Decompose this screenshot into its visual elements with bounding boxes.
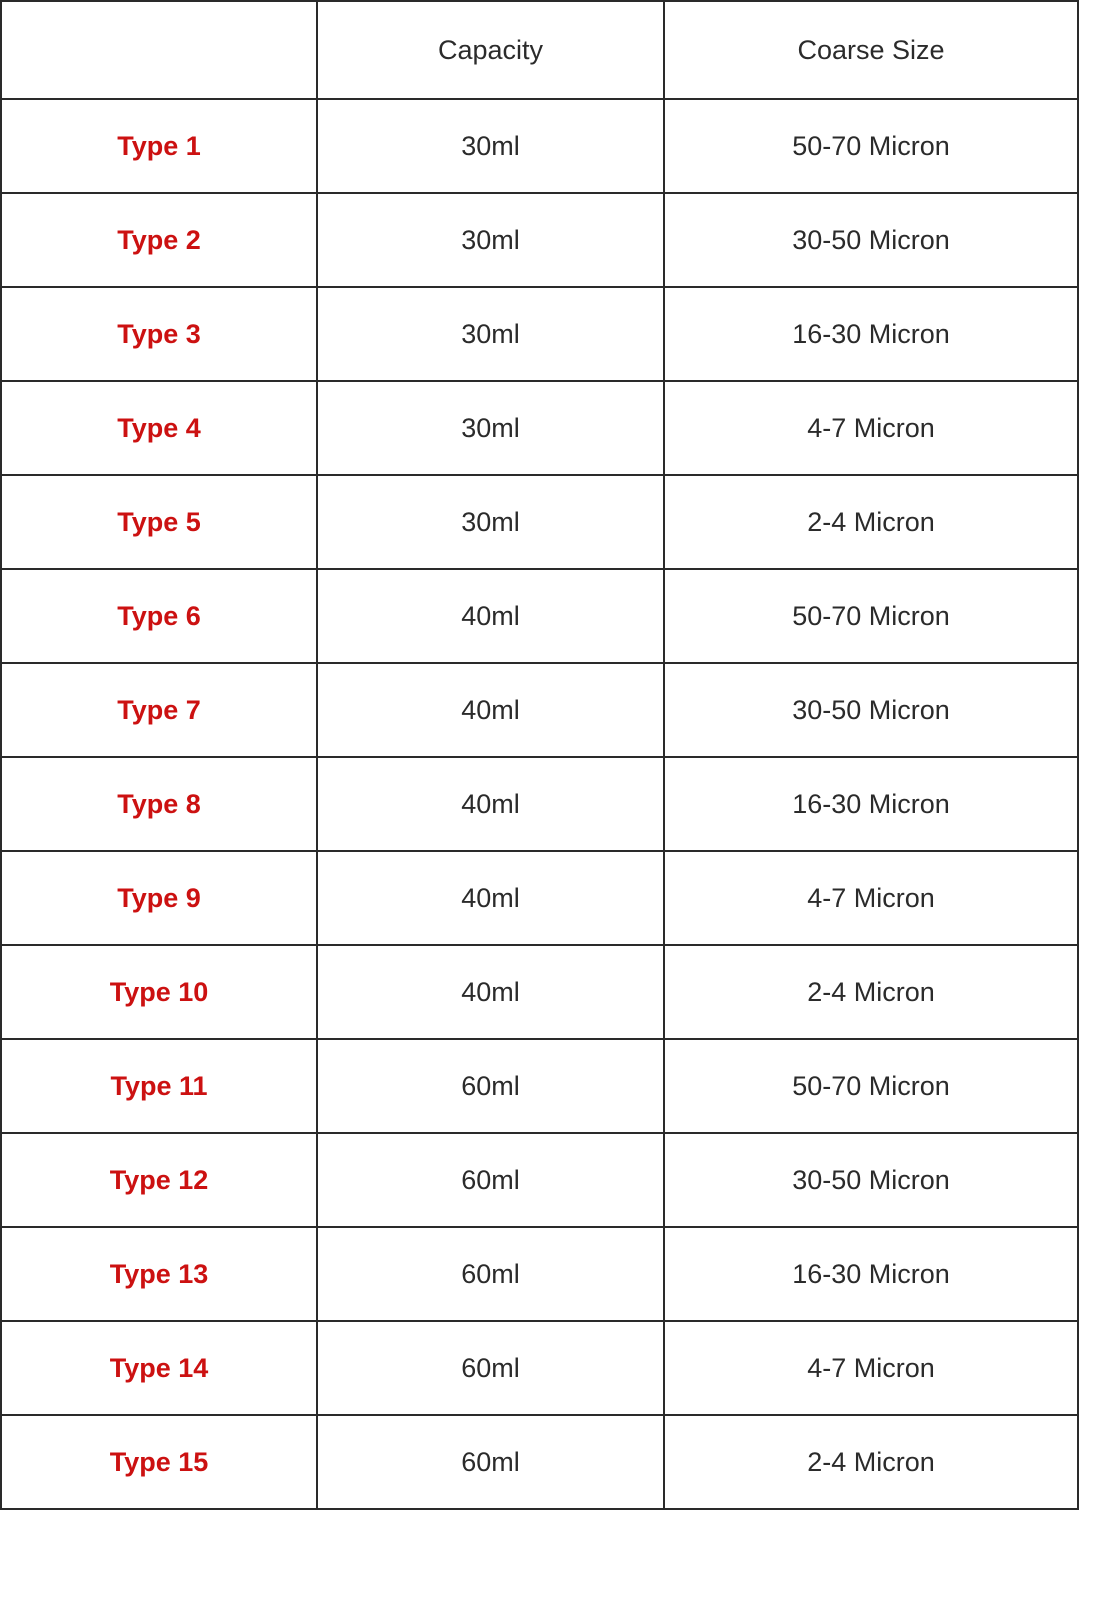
header-cell-empty [1,1,317,99]
type-label: Type 2 [1,193,317,287]
type-label: Type 11 [1,1039,317,1133]
coarse-size-cell: 50-70 Micron [664,99,1078,193]
header-cell-capacity: Capacity [317,1,664,99]
spec-table-body [1,1,1078,1509]
coarse-size-cell: 2-4 Micron [664,475,1078,569]
type-label: Type 1 [1,99,317,193]
coarse-size-cell: 2-4 Micron [664,945,1078,1039]
type-label: Type 8 [1,757,317,851]
header-row [1,1,1078,99]
table-row [1,945,1078,1039]
table-row [1,851,1078,945]
type-label: Type 6 [1,569,317,663]
capacity-cell: 30ml [317,381,664,475]
type-label: Type 15 [1,1415,317,1509]
capacity-cell: 60ml [317,1227,664,1321]
capacity-cell: 60ml [317,1415,664,1509]
type-label: Type 4 [1,381,317,475]
coarse-size-cell: 4-7 Micron [664,1321,1078,1415]
table-row [1,475,1078,569]
table-row [1,1227,1078,1321]
coarse-size-cell: 2-4 Micron [664,1415,1078,1509]
capacity-cell: 30ml [317,99,664,193]
capacity-cell: 40ml [317,757,664,851]
table-row [1,381,1078,475]
type-label: Type 12 [1,1133,317,1227]
table-row [1,1133,1078,1227]
table-row [1,1321,1078,1415]
coarse-size-cell: 50-70 Micron [664,569,1078,663]
capacity-cell: 30ml [317,193,664,287]
type-label: Type 13 [1,1227,317,1321]
coarse-size-cell: 16-30 Micron [664,757,1078,851]
table-row [1,1415,1078,1509]
type-label: Type 5 [1,475,317,569]
header-cell-coarse-size: Coarse Size [664,1,1078,99]
type-label: Type 14 [1,1321,317,1415]
coarse-size-cell: 4-7 Micron [664,851,1078,945]
table-row [1,663,1078,757]
coarse-size-cell: 4-7 Micron [664,381,1078,475]
coarse-size-cell: 50-70 Micron [664,1039,1078,1133]
capacity-cell: 30ml [317,287,664,381]
capacity-cell: 60ml [317,1039,664,1133]
capacity-cell: 40ml [317,851,664,945]
table-row [1,569,1078,663]
table-row [1,757,1078,851]
capacity-cell: 40ml [317,945,664,1039]
capacity-cell: 40ml [317,569,664,663]
coarse-size-cell: 30-50 Micron [664,1133,1078,1227]
capacity-cell: 60ml [317,1321,664,1415]
table-row [1,99,1078,193]
type-label: Type 3 [1,287,317,381]
capacity-cell: 30ml [317,475,664,569]
coarse-size-cell: 30-50 Micron [664,193,1078,287]
table-row [1,287,1078,381]
type-label: Type 10 [1,945,317,1039]
type-label: Type 7 [1,663,317,757]
table-row [1,1039,1078,1133]
coarse-size-cell: 30-50 Micron [664,663,1078,757]
coarse-size-cell: 16-30 Micron [664,287,1078,381]
capacity-cell: 40ml [317,663,664,757]
coarse-size-cell: 16-30 Micron [664,1227,1078,1321]
type-label: Type 9 [1,851,317,945]
capacity-cell: 60ml [317,1133,664,1227]
table-row [1,193,1078,287]
